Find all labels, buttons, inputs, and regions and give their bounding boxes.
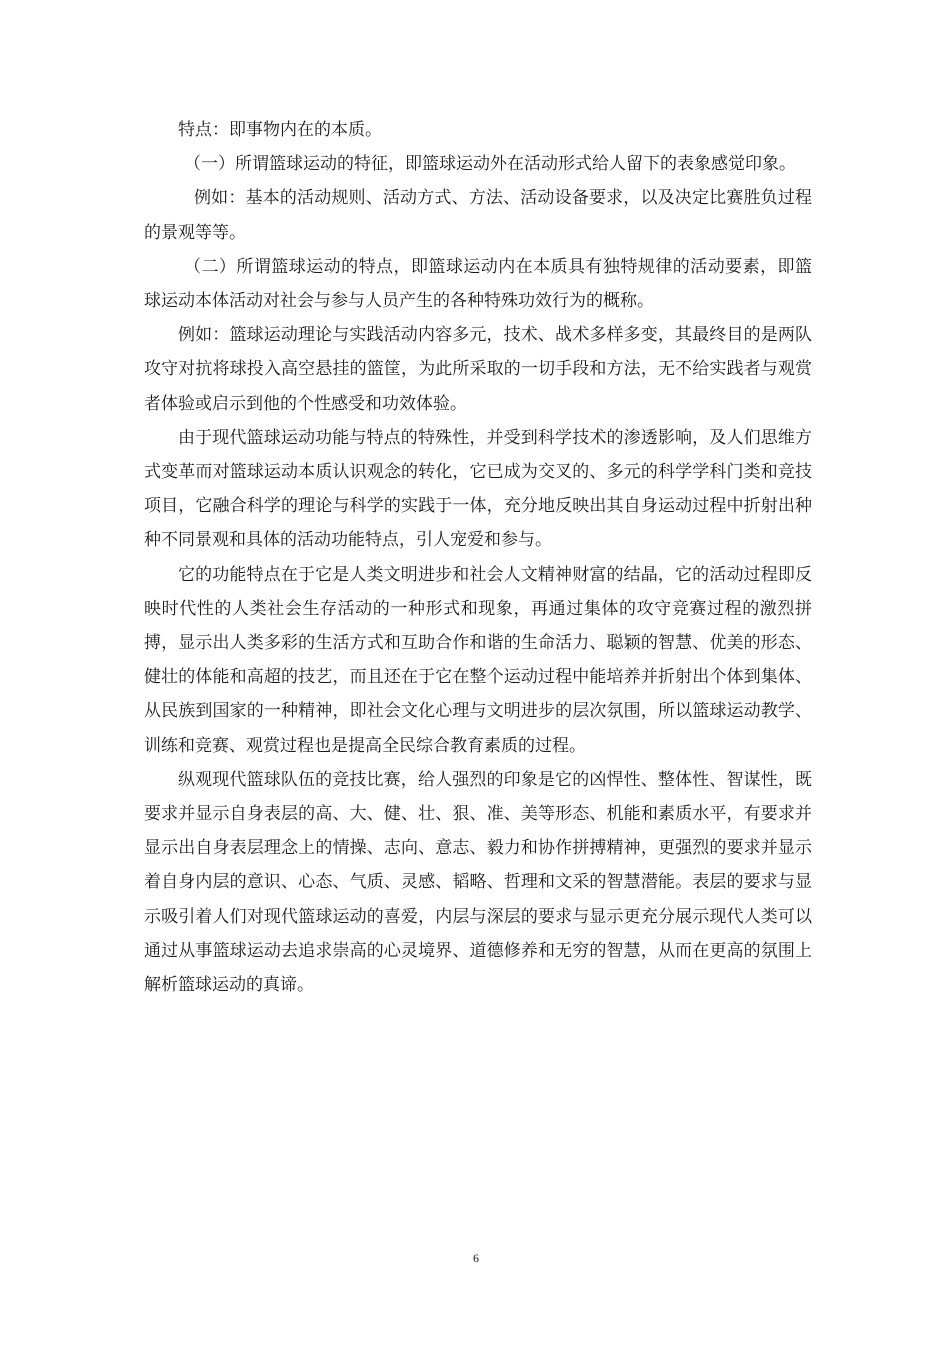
paragraph-feature-example: 例如：基本的活动规则、活动方式、方法、活动设备要求，以及决定比赛胜负过程的景观等等。 (144, 188, 812, 243)
body-text (144, 113, 812, 1002)
paragraph-competition-overview: 纵观现代篮球队伍的竞技比赛，给人强烈的印象是它的凶悍性、整体性、智谋性，既要求并显示自身表层的高、大、健、壮、狠、准、美等形态、机能和素质水平，有要求并显示出自身表层理念上的情操、志向、意志、毅力和协作拼搏精神，更强烈的要求并显示着自身内层的意识、心态、气质、灵感、韬略、哲理和文采的智慧潜能。表层的要求与显示吸引着人们对现代篮球运动的喜爱，内层与深层的要求与显示更充分展示现代人类可以通过从事篮球运动去追求崇高的心灵境界、道德修养和无穷的智慧，从而在更高的氛围上解析篮球运动的真谛。 (144, 769, 812, 996)
paragraph-characteristic-example: 例如：篮球运动理论与实践活动内容多元，技术、战术多样多变，其最终目的是两队攻守对抗将球投入高空悬挂的篮筐，为此所采取的一切手段和方法，无不给实践者与观赏者体验或启示到他的个性感受和功效体验。 (144, 325, 812, 414)
paragraph-characteristic-definition: （二）所谓篮球运动的特点，即篮球运动内在本质具有独特规律的活动要素，即篮球运动本体活动对社会与参与人员产生的各种特殊功效行为的概称。 (144, 256, 812, 312)
paragraph-definition: 特点：即事物内在的本质。 (178, 120, 382, 140)
page-number: 6 (473, 1251, 479, 1265)
paragraph-function-features: 它的功能特点在于它是人类文明进步和社会人文精神财富的结晶，它的活动过程即反映时代性的人类社会生存活动的一种形式和现象，再通过集体的攻守竞赛过程的激烈拼搏，显示出人类多彩的生活方式和互助合作和谐的生命活力、聪颖的智慧、优美的形态、健壮的体能和高超的技艺，而且还在于它在整个运动过程中能培养并折射出个体到集体、从民族到国家的一种精神，即社会文化心理与文明进步的层次氛围，所以篮球运动教学、训练和竞赛、观赏过程也是提高全民综合教育素质的过程。 (144, 564, 812, 756)
paragraph-modern-basketball: 由于现代篮球运动功能与特点的特殊性，并受到科学技术的渗透影响，及人们思维方式变革而对篮球运动本质认识观念的转化，它已成为交叉的、多元的科学学科门类和竞技项目，它融合科学的理论与科学的实践于一体，充分地反映出其自身运动过程中折射出种种不同景观和具体的活动功能特点，引人宠爱和参与。 (144, 427, 812, 551)
paragraph-feature-definition: （一）所谓篮球运动的特征，即篮球运动外在活动形式给人留下的表象感觉印象。 (184, 154, 796, 175)
